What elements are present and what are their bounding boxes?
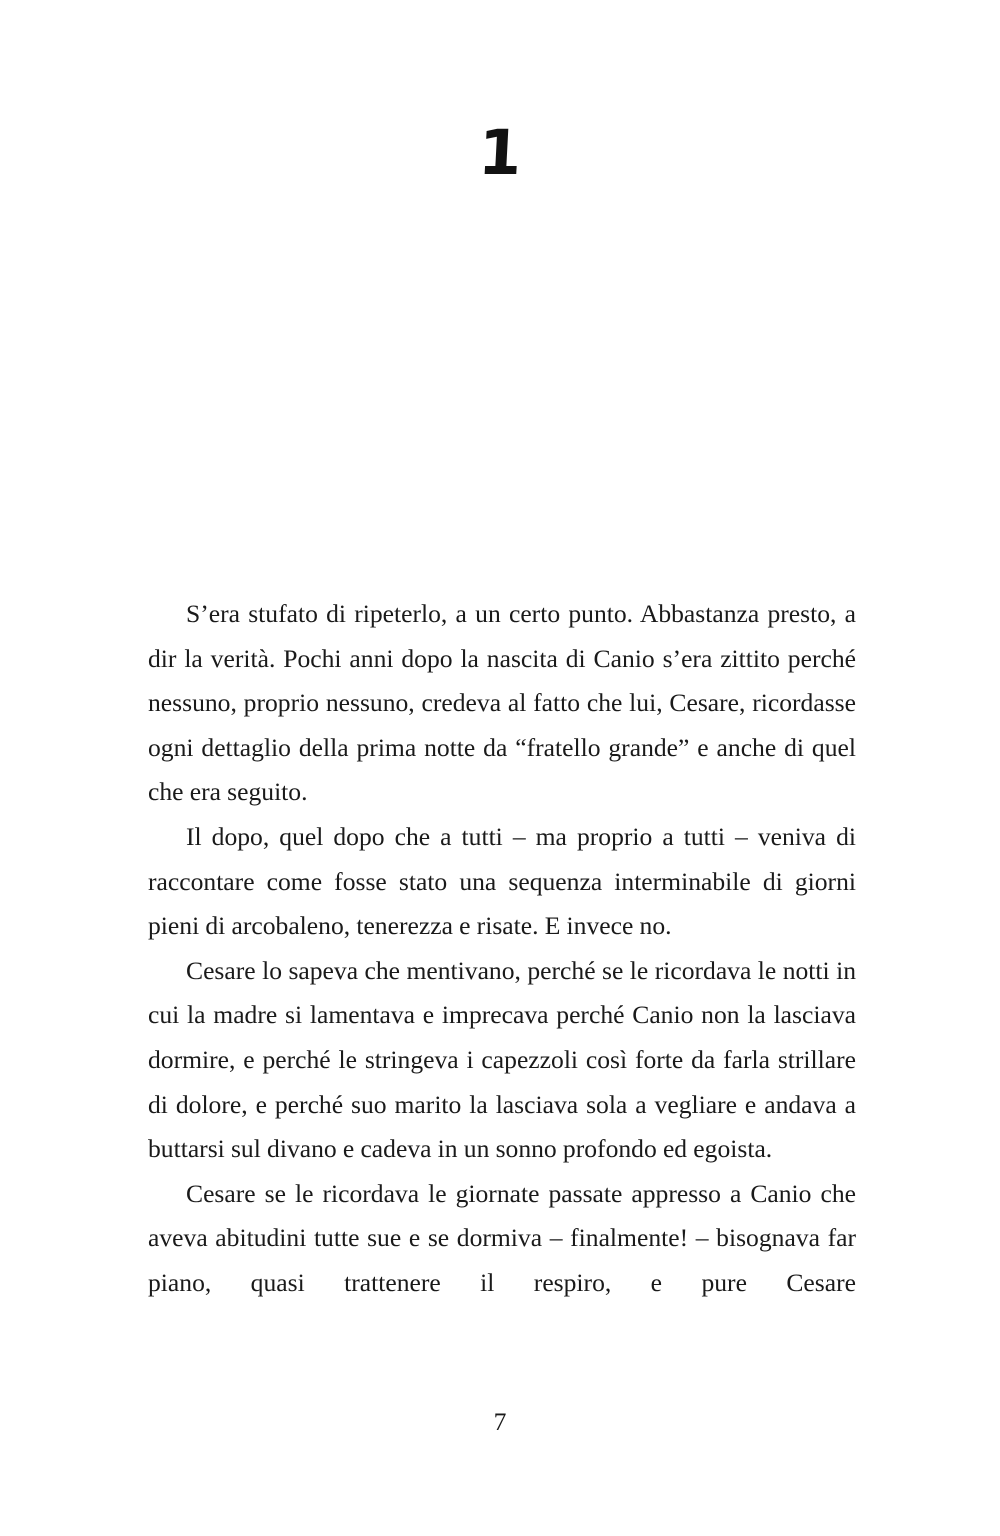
paragraph: S’era stufato di ripeterlo, a un certo punto. Abbastanza presto, a dir la verità. Pochi anni dopo la nascita di Canio s’era zittito perché nessuno, proprio nessuno, credeva al fatto che lui, Cesare, ricordasse ogni dettaglio della prima notte da “fratello grande” e anche di quel che era seguito. (148, 599, 856, 807)
paragraph: Il dopo, quel dopo che a tutti – ma proprio a tutti – veniva di raccontare come fosse stato una sequenza interminabile di giorni pieni di arcobaleno, tenerezza e risate. E invece no. (148, 821, 856, 941)
page-number: 7 (493, 1407, 507, 1436)
paragraph: Cesare se le ricordava le giornate passate appresso a Canio che aveva abitudini tutte sue e se dormiva – finalmente! – bisognava far piano, quasi trattenere il respiro, e pure Cesare (148, 1178, 856, 1297)
chapter-number: 1 (476, 116, 524, 189)
body-text (148, 592, 856, 1306)
paragraph: Cesare lo sapeva che mentivano, perché se le ricordava le notti in cui la madre si lamentava e imprecava perché Canio non la lasciava dormire, e perché le stringeva i capezzoli così forte da farla strillare di dolore, e perché suo marito la lasciava sola a vegliare e andava a buttarsi sul divano e cadeva in un sonno profondo ed egoista. (148, 955, 856, 1164)
